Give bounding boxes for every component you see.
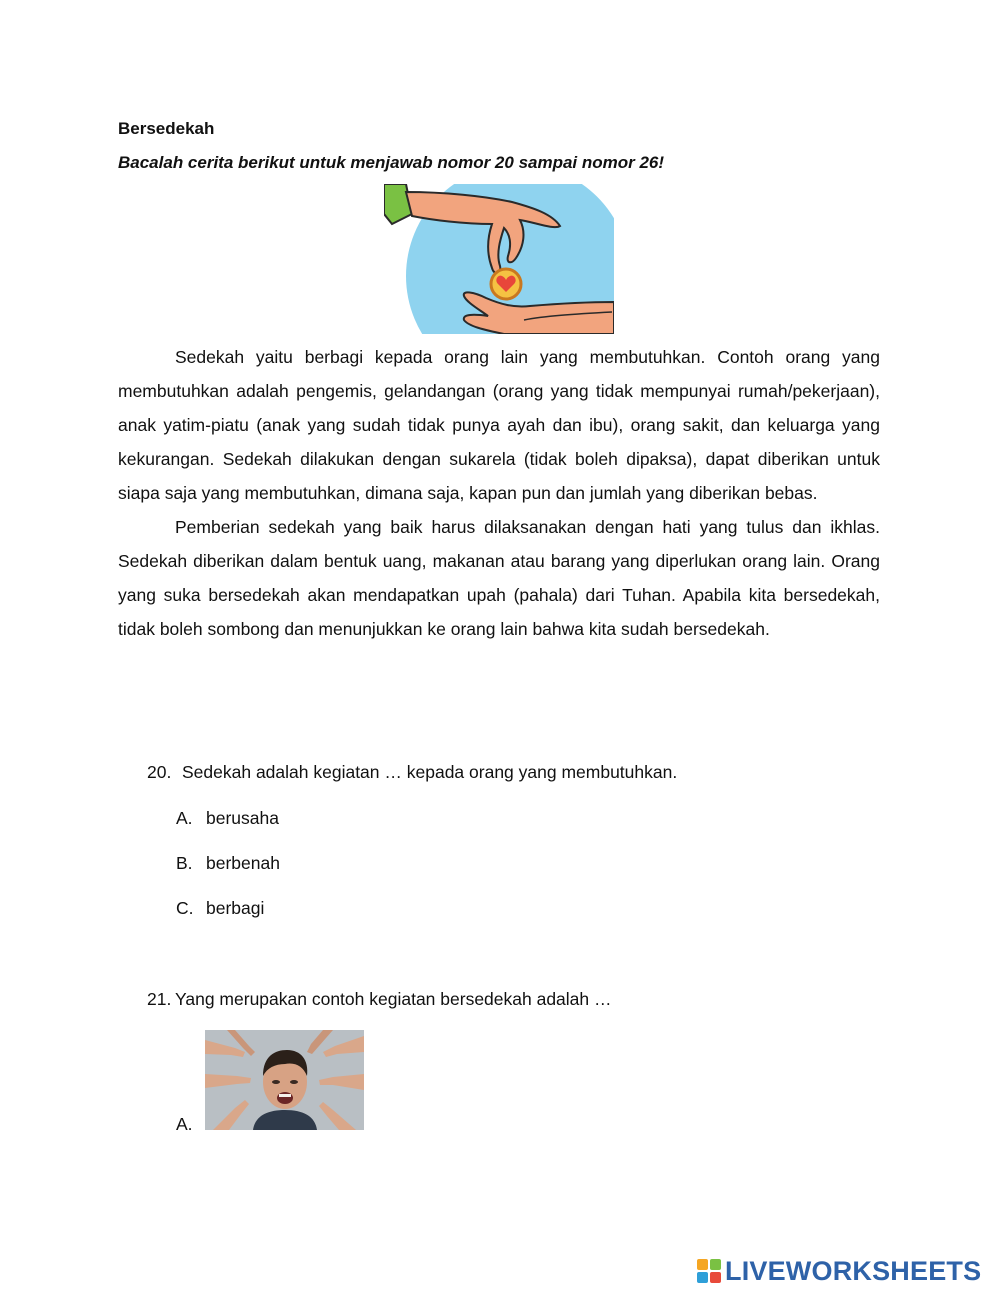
option-letter: A. (176, 808, 193, 828)
crying-boy-photo[interactable] (205, 1030, 364, 1130)
question-20-option-b[interactable] (176, 853, 280, 874)
reading-instruction: Bacalah cerita berikut untuk menjawab nomor 20 sampai nomor 26! (118, 153, 665, 172)
story-paragraph-1: Sedekah yaitu berbagi kepada orang lain yang membutuhkan. Contoh orang yang membutuhkan adalah pengemis, gelandangan (orang yang tidak mempunyai rumah/pekerjaan), anak yatim-piatu (anak yang sudah tidak punya ayah dan ibu), orang sakit, dan keluarga yang kekurangan. Sedekah dilakukan dengan sukarela (tidak boleh dipaksa), dapat diberikan untuk siapa saja yang membutuhkan, dimana saja, kapan pun dan jumlah yang diberikan bebas. (118, 347, 880, 503)
question-21 (147, 989, 612, 1010)
question-number: 20. (147, 762, 172, 782)
question-text: Yang merupakan contoh kegiatan bersedekah adalah … (175, 989, 612, 1009)
option-text: berbenah (206, 853, 280, 873)
giving-hands-illustration (384, 184, 614, 334)
question-20 (147, 762, 677, 783)
option-letter: A. (176, 1114, 193, 1134)
story-text (118, 340, 880, 646)
question-21-option-a[interactable] (176, 1114, 206, 1135)
option-letter: B. (176, 853, 193, 873)
story-paragraph-2: Pemberian sedekah yang baik harus dilaksanakan dengan hati yang tulus dan ikhlas. Sedekah diberikan dalam bentuk uang, makanan atau barang yang diperlukan orang lain. Orang yang suka bersedekah akan mendapatkan upah (pahala) dari Tuhan. Apabila kita bersedekah, tidak boleh sombong dan menunjukkan ke orang lain bahwa kita sudah bersedekah. (118, 517, 880, 639)
liveworksheets-logo-text: LIVEWORKSHEETS (725, 1255, 982, 1286)
question-text: Sedekah adalah kegiatan … kepada orang yang membutuhkan. (182, 762, 678, 782)
question-20-option-a[interactable] (176, 808, 279, 829)
option-text: berusaha (206, 808, 279, 828)
liveworksheets-logo (697, 1255, 981, 1287)
question-20-option-c[interactable] (176, 898, 264, 919)
green-sleeve (384, 184, 412, 224)
option-letter: C. (176, 898, 194, 918)
option-text: berbagi (206, 898, 265, 918)
liveworksheets-logo-icon (697, 1259, 721, 1283)
section-title: Bersedekah (118, 119, 215, 138)
question-number: 21. (147, 989, 172, 1009)
